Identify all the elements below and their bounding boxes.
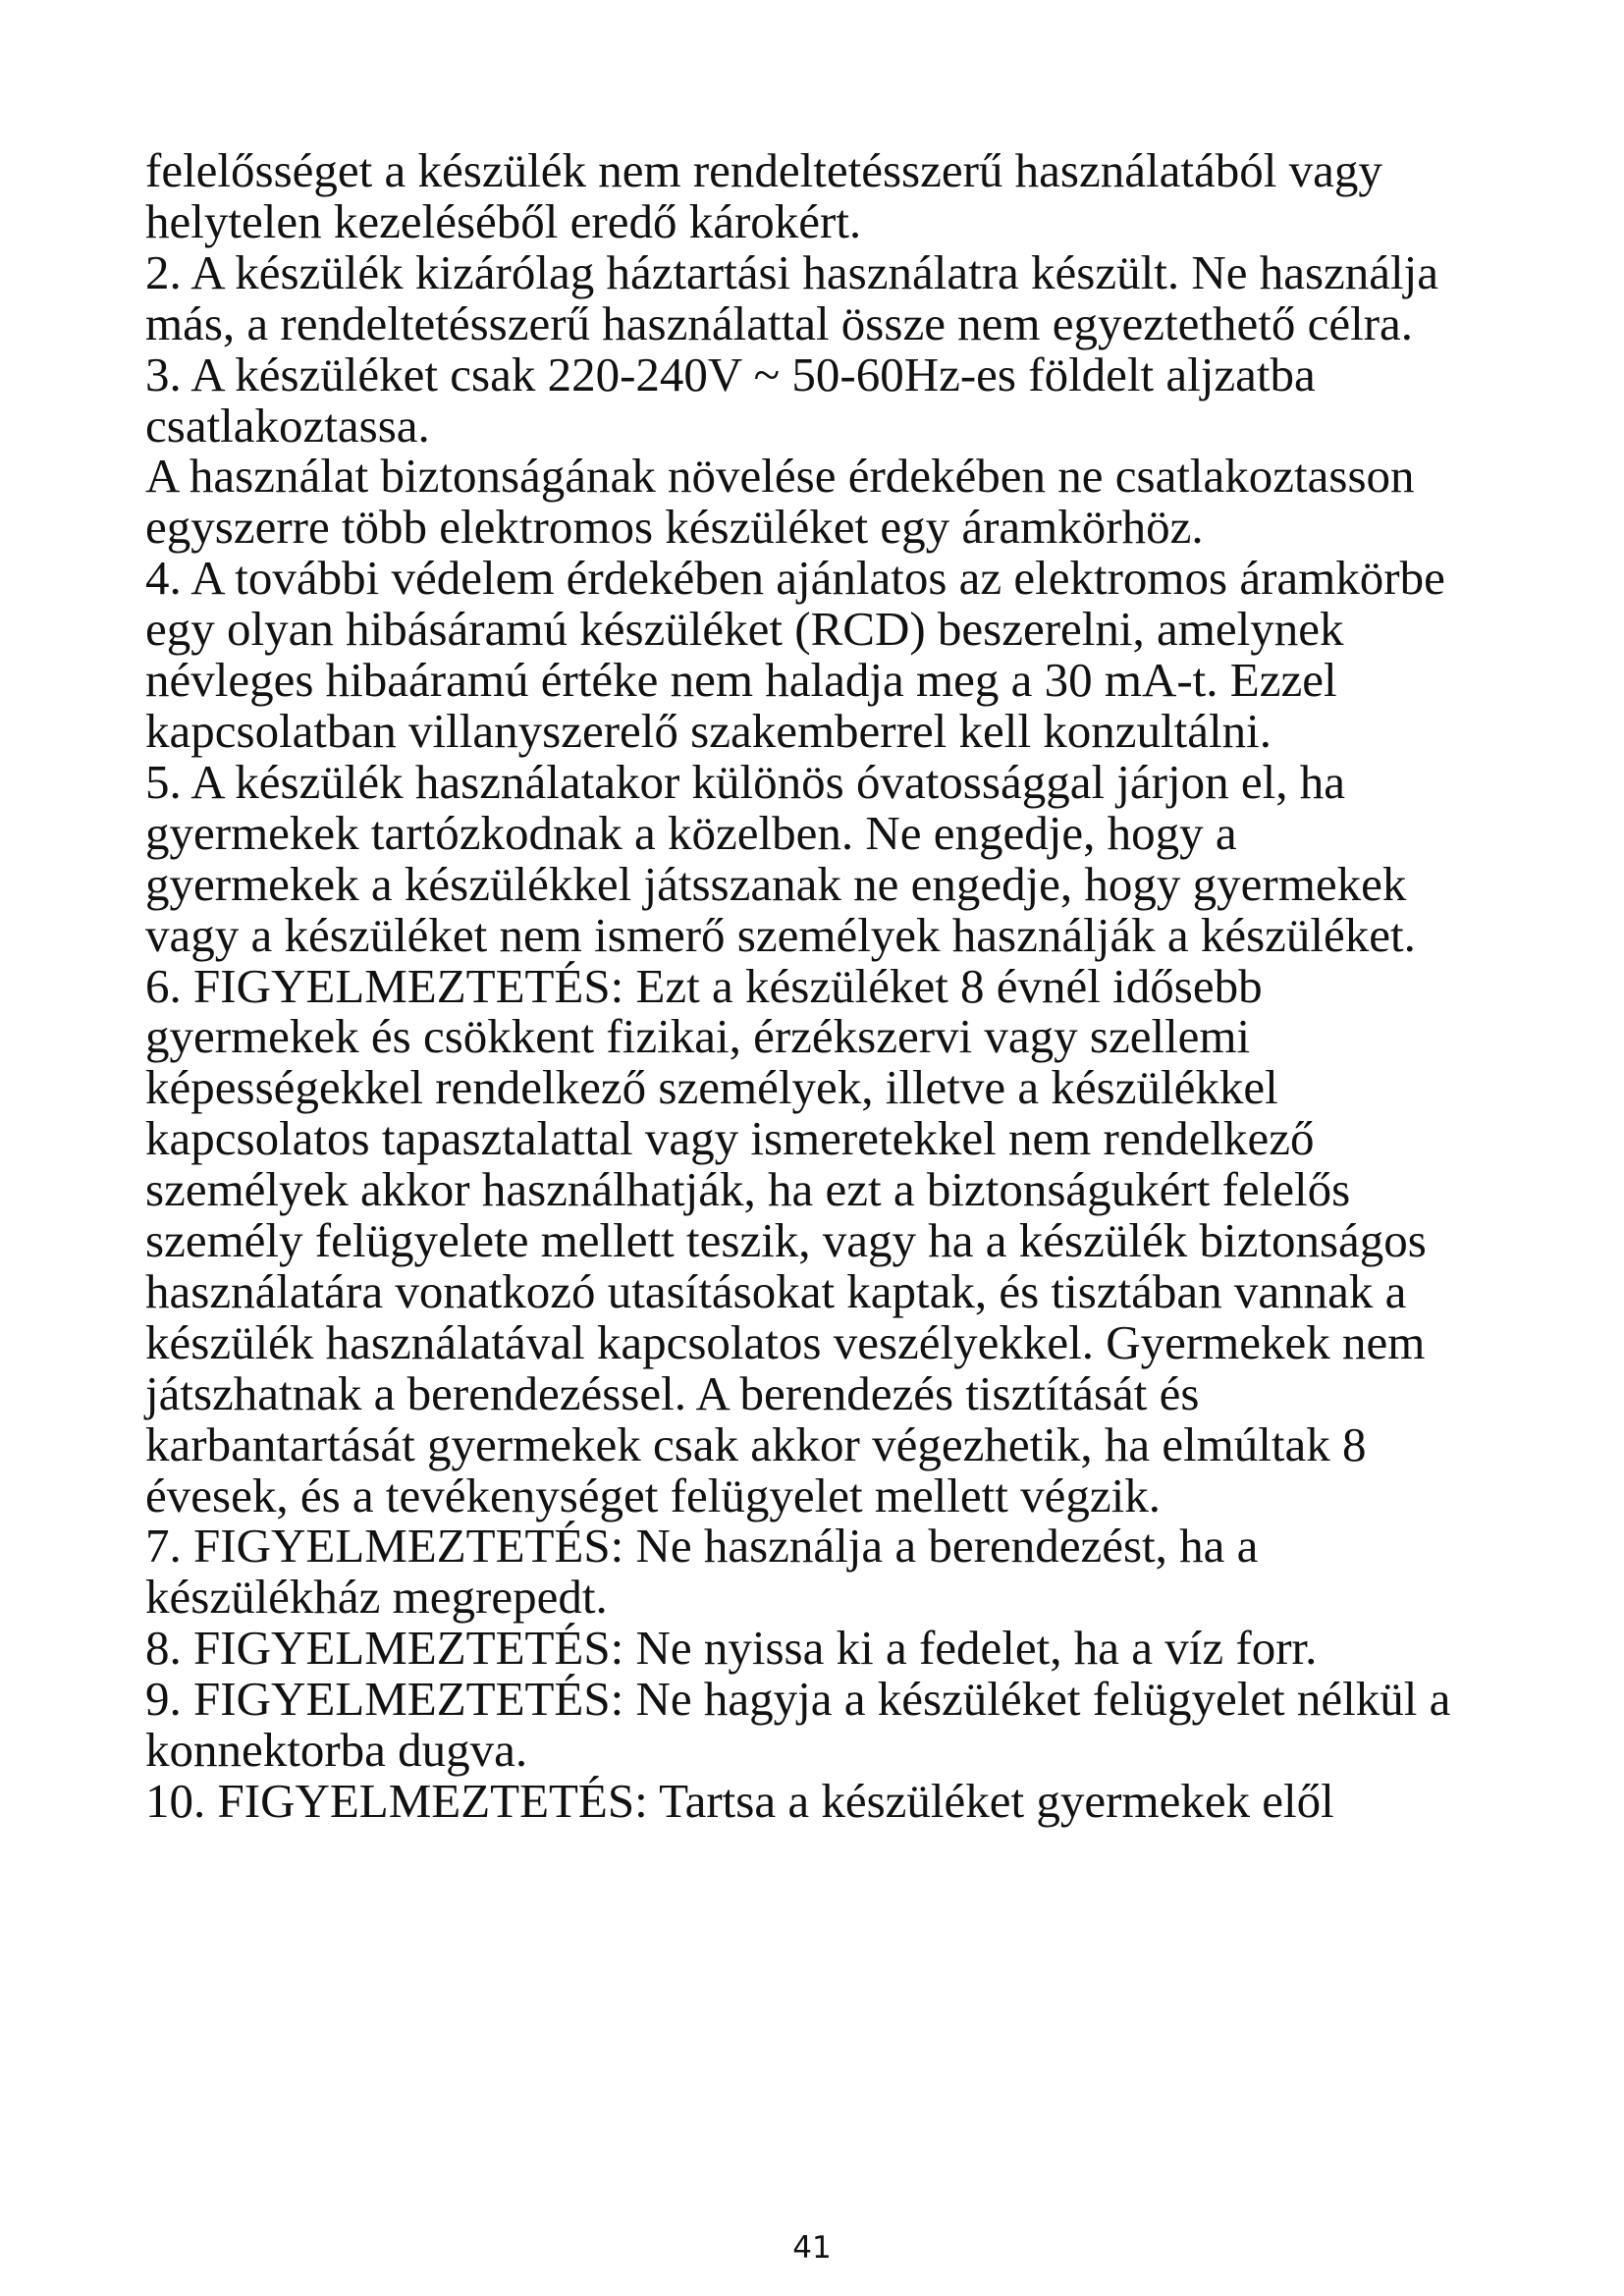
text-line: 8. FIGYELMEZTETÉS: Ne nyissa ki a fedelet, ha a víz forr. [145,1621,1318,1676]
text-line: gyermekek a készülékkel játsszanak ne engedje, hogy gyermekek [145,856,1407,911]
page-number: 41 [792,2230,832,2266]
text-line: csatlakoztassa. [145,398,430,453]
text-line: használatára vonatkozó utasításokat kaptak, és tisztában vannak a [145,1263,1407,1318]
text-line: személyek akkor használhatják, ha ezt a biztonságukért felelős [145,1162,1351,1217]
text-line: helytelen kezeléséből eredő károkért. [145,193,862,248]
text-line: készülékház megrepedt. [145,1570,608,1625]
text-line: személy felügyelete mellett teszik, vagy ha a készülék biztonságos [145,1213,1427,1268]
text-line: 10. FIGYELMEZTETÉS: Tartsa a készüléket gyermekek elől [145,1774,1334,1828]
text-line: 2. A készülék kizárólag háztartási használatra készült. Ne használja [145,244,1438,299]
safety-instructions-text [145,145,1540,1827]
text-line: 5. A készülék használatakor különös óvatossággal járjon el, ha [145,754,1345,809]
text-line: egy olyan hibásáramú készüléket (RCD) beszerelni, amelynek [145,602,1344,657]
text-line: névleges hibaáramú értéke nem haladja meg a 30 mA-t. Ezzel [145,653,1337,708]
text-line: felelősséget a készülék nem rendeltetésszerű használatából vagy [145,143,1382,197]
text-line: készülék használatával kapcsolatos veszélyekkel. Gyermekek nem [145,1314,1426,1369]
text-line: gyermekek tartózkodnak a közelben. Ne engedje, hogy a [145,805,1237,860]
text-line: évesek, és a tevékenységet felügyelet mellett végzik. [145,1468,1162,1522]
text-line: A használat biztonságának növelése érdekében ne csatlakoztasson [145,449,1415,504]
text-line: kapcsolatban villanyszerelő szakemberrel kell konzultálni. [145,703,1272,758]
text-line: más, a rendeltetésszerű használattal össze nem egyeztethető célra. [145,295,1414,350]
text-line: 3. A készüléket csak 220-240V ~ 50-60Hz-es földelt aljzatba [145,347,1316,401]
text-line: gyermekek és csökkent fizikai, érzékszervi vagy szellemi [145,1009,1251,1064]
text-line: vagy a készüléket nem ismerő személyek használják a készüléket. [145,907,1416,962]
text-line: játszhatnak a berendezéssel. A berendezés tisztítását és [145,1365,1200,1420]
text-line: karbantartását gyermekek csak akkor végezhetik, ha elmúltak 8 [145,1416,1367,1471]
text-line: egyszerre több elektromos készüléket egy áramkörhöz. [145,500,1204,555]
text-line: 4. A további védelem érdekében ajánlatos az elektromos áramkörbe [145,551,1445,606]
text-line: kapcsolatos tapasztalattal vagy ismeretekkel nem rendelkező [145,1111,1315,1166]
text-line: 7. FIGYELMEZTETÉS: Ne használja a berendezést, ha a [145,1519,1259,1574]
text-line: 6. FIGYELMEZTETÉS: Ezt a készüléket 8 évnél idősebb [145,958,1263,1013]
text-line: 9. FIGYELMEZTETÉS: Ne hagyja a készüléket felügyelet nélkül a [145,1672,1451,1727]
text-line: konnektorba dugva. [145,1723,528,1778]
text-line: képességekkel rendelkező személyek, illetve a készülékkel [145,1060,1278,1115]
